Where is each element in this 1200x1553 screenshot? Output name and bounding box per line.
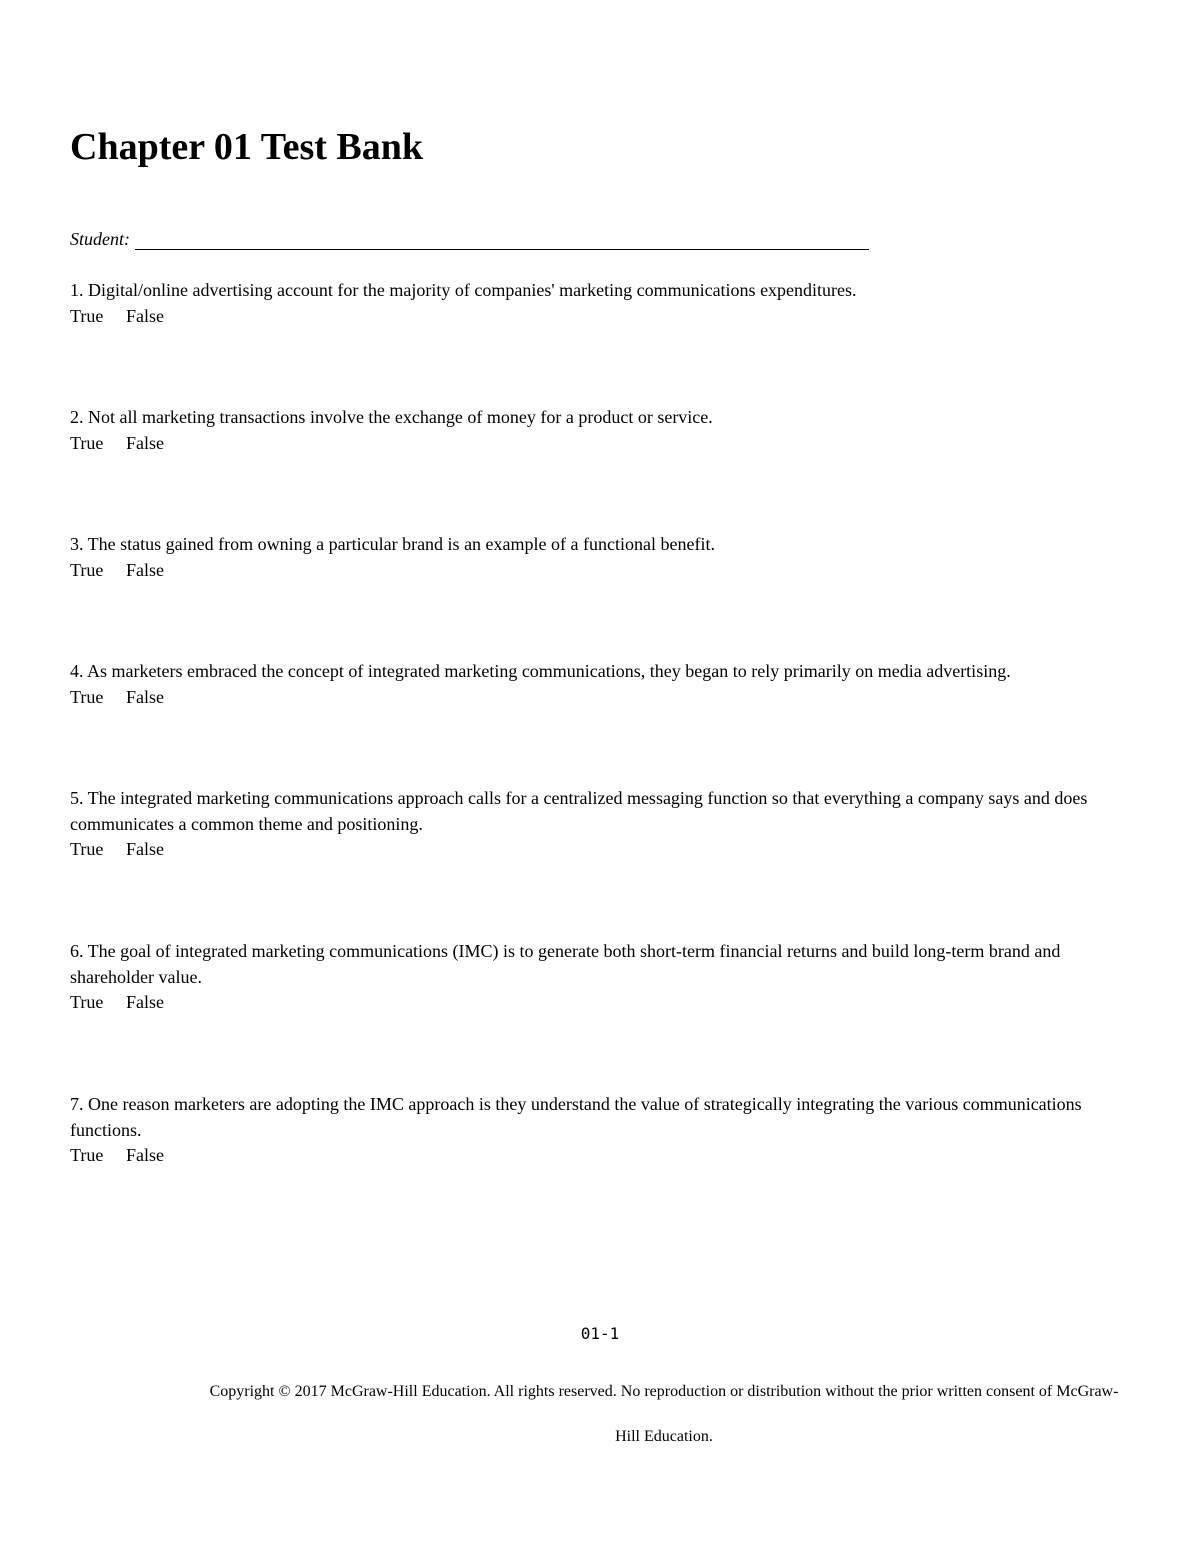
answer-false: False: [126, 1145, 164, 1165]
answer-true: True: [70, 686, 104, 707]
question-text: 7. One reason marketers are adopting the IMC approach is they understand the value of strategically integrating the various communications functions.: [70, 1094, 1082, 1140]
question-3: [70, 532, 1130, 583]
student-label: Student:: [70, 229, 130, 249]
question-2: [70, 405, 1130, 456]
answer-options: [70, 558, 1130, 584]
student-name-blank[interactable]: [135, 231, 869, 250]
answer-true: True: [70, 432, 104, 453]
question-text: 1. Digital/online advertising account for the majority of companies' marketing communications expenditures.: [70, 280, 857, 300]
question-text: 5. The integrated marketing communications approach calls for a centralized messaging function so that everything a company says and does communicates a common theme and positioning.: [70, 788, 1088, 834]
question-text: 3. The status gained from owning a particular brand is an example of a functional benefit.: [70, 534, 715, 554]
answer-options: [70, 431, 1130, 457]
copyright-notice: Copyright © 2017 McGraw-Hill Education. All rights reserved. No reproduction or distribution without the prior written consent of McGraw-Hill Education.: [209, 1383, 1119, 1445]
question-4: [70, 659, 1130, 710]
student-name-line: [70, 228, 869, 250]
question-text: 2. Not all marketing transactions involve the exchange of money for a product or service.: [70, 407, 713, 427]
answer-true: True: [70, 1145, 104, 1165]
answer-false: False: [126, 839, 164, 859]
answer-true: True: [70, 305, 104, 326]
question-7: [70, 1092, 1130, 1169]
question-text: 6. The goal of integrated marketing communications (IMC) is to generate both short-term financial returns and build long-term brand and shareholder value.: [70, 941, 1061, 987]
answer-false: False: [126, 686, 164, 707]
answer-true: True: [70, 992, 104, 1012]
answer-options: [70, 685, 1130, 711]
page-title: Chapter 01 Test Bank: [70, 126, 424, 168]
question-6: [70, 939, 1130, 1016]
page-number: 01-1: [580, 1324, 620, 1343]
answer-true: True: [70, 839, 104, 859]
answer-false: False: [126, 992, 164, 1012]
answer-options: [70, 1143, 1130, 1169]
question-5: [70, 786, 1130, 863]
answer-options: [70, 837, 1130, 863]
answer-options: [70, 990, 1130, 1016]
answer-false: False: [126, 432, 164, 453]
answer-false: False: [126, 559, 164, 580]
question-1: [70, 278, 1130, 329]
answer-true: True: [70, 559, 104, 580]
answer-false: False: [126, 305, 164, 326]
question-text: 4. As marketers embraced the concept of integrated marketing communications, they began to rely primarily on media advertising.: [70, 661, 1011, 681]
answer-options: [70, 304, 1130, 330]
